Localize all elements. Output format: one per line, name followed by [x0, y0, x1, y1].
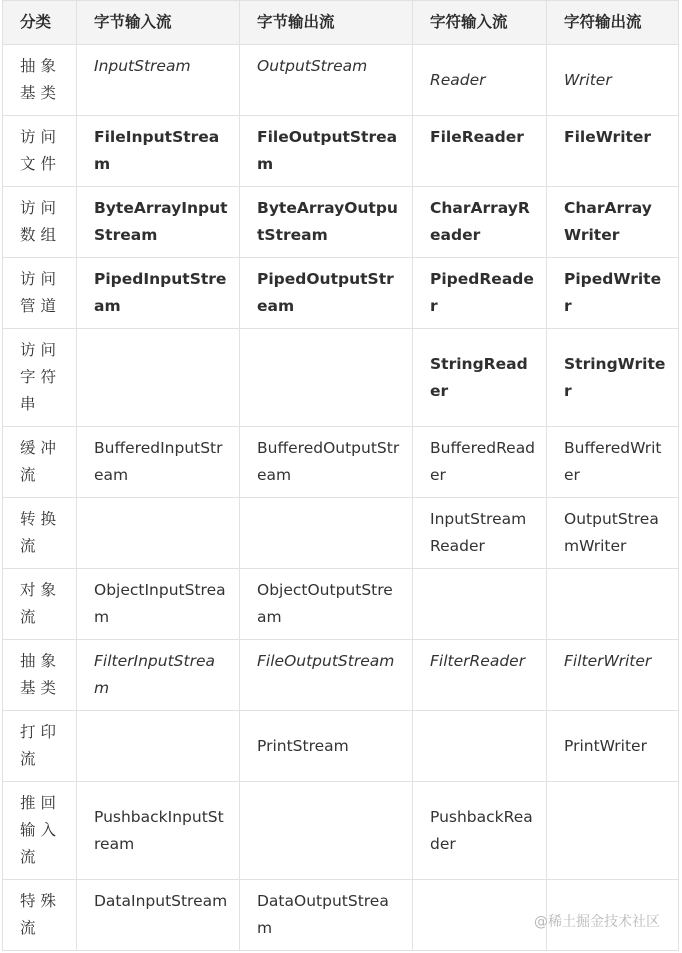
table-cell: PipedReader [413, 258, 547, 329]
table-cell: BufferedReader [413, 427, 547, 498]
table-cell: FileInputStream [77, 116, 240, 187]
header-byte-input: 字节输入流 [77, 1, 240, 45]
table-cell: BufferedOutputStream [240, 427, 413, 498]
table-cell: CharArrayReader [413, 187, 547, 258]
table-cell [240, 498, 413, 569]
table-cell: StringWriter [547, 329, 679, 427]
table-cell: CharArrayWriter [547, 187, 679, 258]
header-byte-output: 字节输出流 [240, 1, 413, 45]
table-cell: PipedWriter [547, 258, 679, 329]
table-cell: InputStream [77, 45, 240, 116]
table-cell: OutputStream [240, 45, 413, 116]
table-cell: OutputStreamWriter [547, 498, 679, 569]
table-cell: PipedOutputStream [240, 258, 413, 329]
row-category: 对象流 [3, 569, 77, 640]
header-category: 分类 [3, 1, 77, 45]
table-cell [77, 329, 240, 427]
row-category: 推回输入流 [3, 782, 77, 880]
table-row [3, 427, 679, 498]
table-row [3, 45, 679, 116]
header-char-output: 字符输出流 [547, 1, 679, 45]
table-row [3, 498, 679, 569]
table-cell: FileReader [413, 116, 547, 187]
table-cell [240, 782, 413, 880]
table-cell: DataOutputStream [240, 880, 413, 951]
header-row [3, 1, 679, 45]
table-cell: DataInputStream [77, 880, 240, 951]
table-cell: InputStreamReader [413, 498, 547, 569]
table-cell: StringReader [413, 329, 547, 427]
table-row [3, 711, 679, 782]
table-cell [547, 782, 679, 880]
table-cell: ByteArrayInputStream [77, 187, 240, 258]
table-cell: PrintStream [240, 711, 413, 782]
watermark: @稀土掘金技术社区 [534, 914, 660, 930]
table-cell: FilterInputStream [77, 640, 240, 711]
row-category: 抽象基类 [3, 640, 77, 711]
table-cell [77, 498, 240, 569]
table-row [3, 782, 679, 880]
table-cell [547, 569, 679, 640]
table-cell: Reader [413, 45, 547, 116]
table-cell: BufferedInputStream [77, 427, 240, 498]
table-cell: PushbackReader [413, 782, 547, 880]
table-row [3, 187, 679, 258]
row-category: 转换流 [3, 498, 77, 569]
table-cell: FileWriter [547, 116, 679, 187]
header-char-input: 字符输入流 [413, 1, 547, 45]
table-cell: FilterWriter [547, 640, 679, 711]
table-cell [413, 880, 547, 951]
row-category: 访问字符串 [3, 329, 77, 427]
table-row [3, 569, 679, 640]
table-cell [240, 329, 413, 427]
table-cell: FileOutputStream [240, 116, 413, 187]
table-cell: FilterReader [413, 640, 547, 711]
table-cell: BufferedWriter [547, 427, 679, 498]
table-row [3, 116, 679, 187]
row-category: 特殊流 [3, 880, 77, 951]
table-row [3, 258, 679, 329]
row-category: 访问文件 [3, 116, 77, 187]
row-category: 访问管道 [3, 258, 77, 329]
table-row [3, 640, 679, 711]
row-category: 访问数组 [3, 187, 77, 258]
table-cell: FileOutputStream [240, 640, 413, 711]
table-cell: ObjectInputStream [77, 569, 240, 640]
row-category: 缓冲流 [3, 427, 77, 498]
table-cell: PushbackInputStream [77, 782, 240, 880]
table-cell [413, 569, 547, 640]
table-cell: Writer [547, 45, 679, 116]
table-cell: ObjectOutputStream [240, 569, 413, 640]
io-stream-table [2, 0, 679, 951]
row-category: 抽象基类 [3, 45, 77, 116]
table-cell: ByteArrayOutputStream [240, 187, 413, 258]
row-category: 打印流 [3, 711, 77, 782]
table-cell [413, 711, 547, 782]
table-cell [77, 711, 240, 782]
table-cell: PipedInputStream [77, 258, 240, 329]
table-cell: PrintWriter [547, 711, 679, 782]
table-row [3, 329, 679, 427]
